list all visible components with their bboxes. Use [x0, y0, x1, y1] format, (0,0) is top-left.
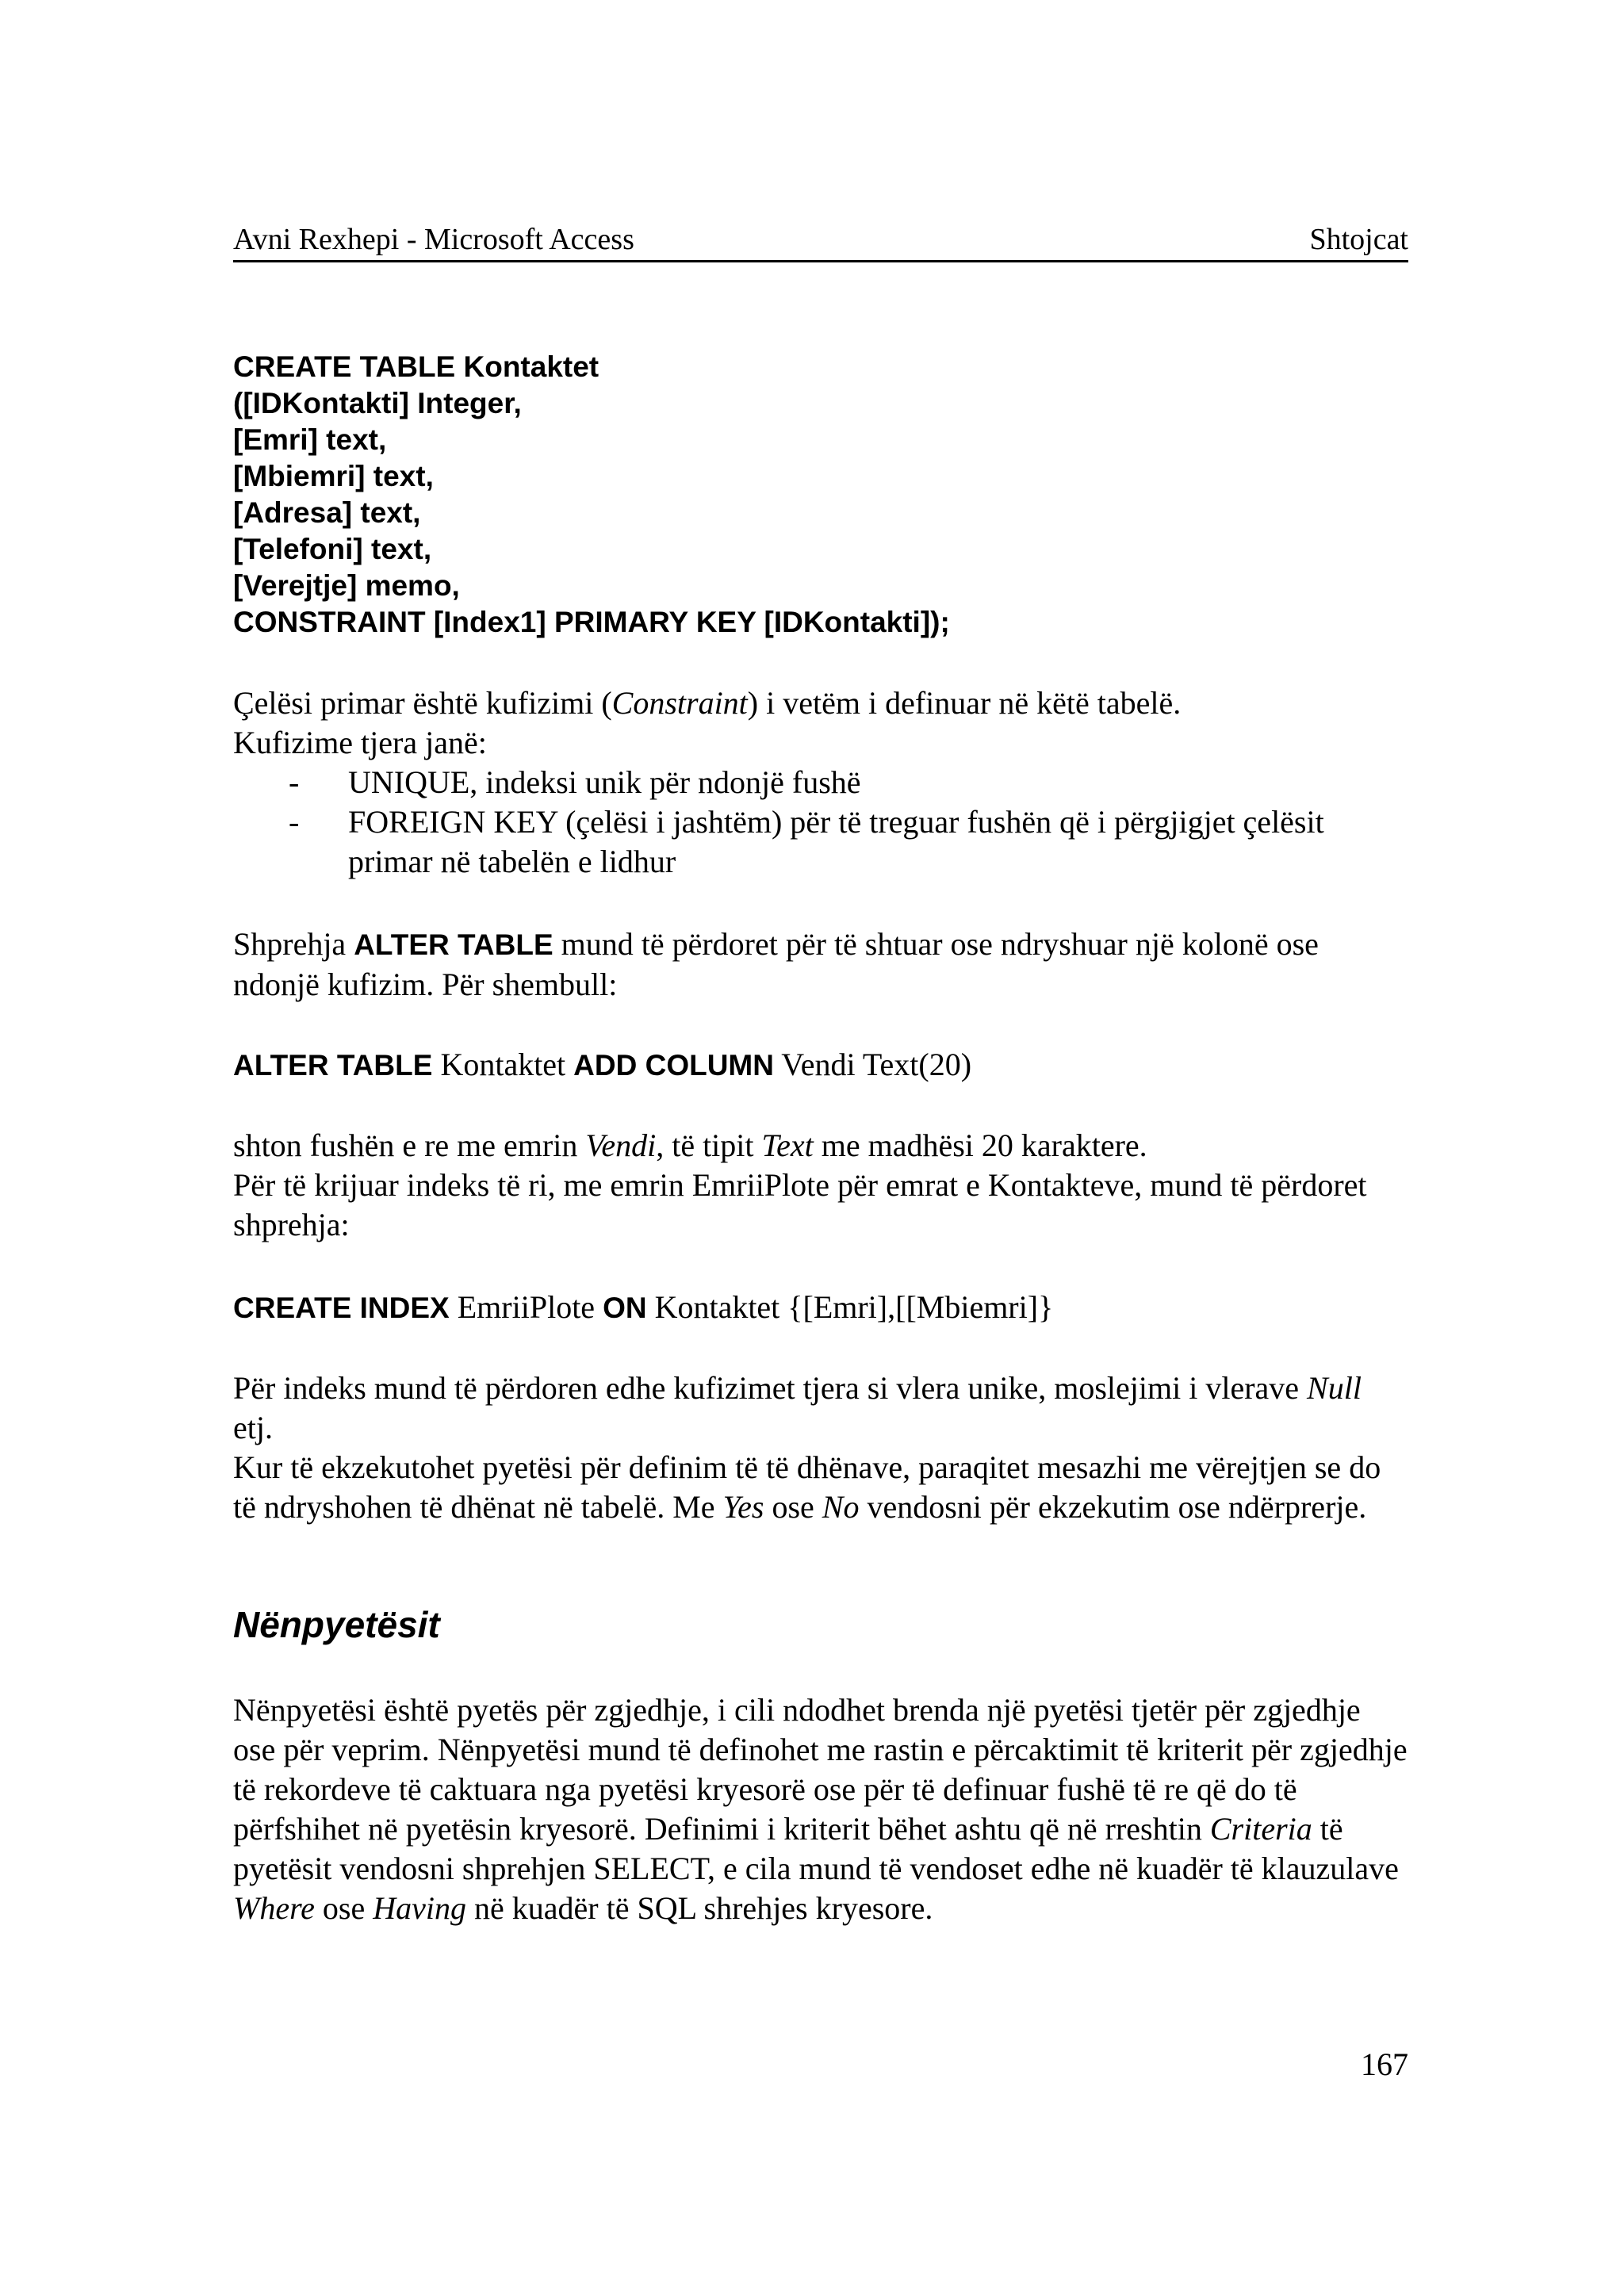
- code-line: [Verejtje] memo,: [233, 569, 460, 602]
- emphasis: No: [822, 1489, 860, 1525]
- text-span: Kontaktet: [432, 1047, 574, 1082]
- sql-keyword: ALTER TABLE: [354, 928, 553, 961]
- paragraph-line: [233, 1369, 1408, 1448]
- emphasis: Constraint: [611, 685, 748, 721]
- create-table-code: [233, 349, 950, 641]
- text-span: ) i vetëm i definuar në këtë tabelë.: [747, 685, 1182, 721]
- code-line: ([IDKontakti] Integer,: [233, 387, 522, 419]
- text-span: të pyetësit vendosni shprehjen SELECT, e cila mund të vendoset edhe në kuadër të klauzulave: [233, 1811, 1399, 1886]
- sql-keyword: ON: [603, 1292, 647, 1324]
- text-span: ose: [314, 1890, 373, 1926]
- emphasis: Text: [761, 1127, 814, 1163]
- text-span: Për indeks mund të përdoren edhe kufizimet tjera si vlera unike, moslejimi i vlerave: [233, 1370, 1308, 1406]
- text-span: Çelësi primar është kufizimi (: [233, 685, 612, 721]
- create-index-command: [233, 1288, 1408, 1328]
- emphasis: Where: [233, 1890, 315, 1926]
- list-item-text: FOREIGN KEY (çelësi i jashtëm) për të treguar fushën që i përgjigjet çelësit primar në tabelën e lidhur: [348, 804, 1324, 879]
- paragraph-line: [233, 1126, 1408, 1166]
- list-item-text: UNIQUE, indeksi unik për ndonjë fushë: [348, 764, 861, 800]
- page-header: [233, 222, 1408, 262]
- text-span: Shprehja: [233, 926, 354, 962]
- text-span: Vendi Text(20): [773, 1047, 972, 1082]
- list-item: [233, 802, 1408, 882]
- sql-keyword: ADD COLUMN: [573, 1049, 774, 1081]
- code-line: [Adresa] text,: [233, 496, 421, 529]
- text-span: shton fushën e re me emrin: [233, 1127, 586, 1163]
- paragraph-index: [233, 1369, 1408, 1527]
- paragraph-line: [233, 1448, 1408, 1527]
- paragraph-line: Kufizime tjera janë:: [233, 725, 487, 760]
- text-span: Nënpyetësi është pyetës për zgjedhje, i cili ndodhet brenda një pyetësi tjetër për zgjedhje ose për veprim. Nënpyetësi mund të definohet me rastin e përcaktimit të kriterit për zgjedhje të rekordeve të caktuara nga pyetësi kryesorë ose për të definuar fushë të re që do të përfshihet në pyetësin kryesorë. Definimi i kriterit bëhet ashtu që në rreshtin: [233, 1692, 1408, 1847]
- emphasis: Criteria: [1209, 1811, 1312, 1847]
- text-span: Kur të ekzekutohet pyetësi për definim të të dhënave, paraqitet mesazhi me vërejtjen se do të ndryshohen të dhënat në tabelë. Me: [233, 1449, 1381, 1525]
- emphasis: Null: [1307, 1370, 1362, 1406]
- constraint-list: [233, 763, 1408, 882]
- paragraph-line: [233, 683, 1408, 723]
- paragraph-text: [233, 1690, 1408, 1928]
- emphasis: Vendi: [585, 1127, 657, 1163]
- bullet-dash: -: [289, 764, 300, 800]
- emphasis: Having: [373, 1890, 467, 1926]
- paragraph-subquery: [233, 1690, 1408, 1928]
- bullet-dash: -: [289, 804, 300, 840]
- text-span: , të tipit: [656, 1127, 762, 1163]
- paragraph-constraint: [233, 683, 1408, 882]
- text-span: me madhësi 20 karaktere.: [813, 1127, 1147, 1163]
- code-line: CONSTRAINT [Index1] PRIMARY KEY [IDKontakti]);: [233, 606, 950, 638]
- text-span: etj.: [233, 1410, 273, 1445]
- page-number: 167: [1361, 2046, 1408, 2082]
- code-line: CREATE TABLE Kontaktet: [233, 350, 599, 383]
- alter-table-command: [233, 1045, 1408, 1085]
- header-section: Shtojcat: [1309, 223, 1408, 256]
- code-line: [Telefoni] text,: [233, 533, 432, 565]
- code-line: [Emri] text,: [233, 423, 387, 456]
- paragraph-alter: [233, 924, 1408, 1005]
- section-heading: Nënpyetësit: [233, 1604, 440, 1645]
- text-span: vendosni për ekzekutim ose ndërprerje.: [859, 1489, 1367, 1525]
- code-line: [Mbiemri] text,: [233, 460, 434, 492]
- text-span: në kuadër të SQL shrehjes kryesore.: [466, 1890, 933, 1926]
- text-span: Kontaktet {[Emri],[[Mbiemri]}: [646, 1289, 1054, 1325]
- list-item: [233, 763, 1408, 802]
- paragraph-shton: [233, 1126, 1408, 1245]
- text-span: ose: [764, 1489, 822, 1525]
- paragraph-text: [233, 924, 1408, 1005]
- sql-keyword: CREATE INDEX: [233, 1292, 450, 1324]
- sql-keyword: ALTER TABLE: [233, 1049, 433, 1081]
- emphasis: Yes: [722, 1489, 764, 1525]
- text-span: EmriiPlote: [449, 1289, 603, 1325]
- paragraph-line: Për të krijuar indeks të ri, me emrin EmriiPlote për emrat e Kontakteve, mund të përdoret shprehja:: [233, 1167, 1367, 1242]
- header-title: Avni Rexhepi - Microsoft Access: [233, 223, 634, 256]
- text-span: mund të përdoret për të shtuar ose ndryshuar një kolonë ose ndonjë kufizim. Për shembull:: [233, 926, 1319, 1002]
